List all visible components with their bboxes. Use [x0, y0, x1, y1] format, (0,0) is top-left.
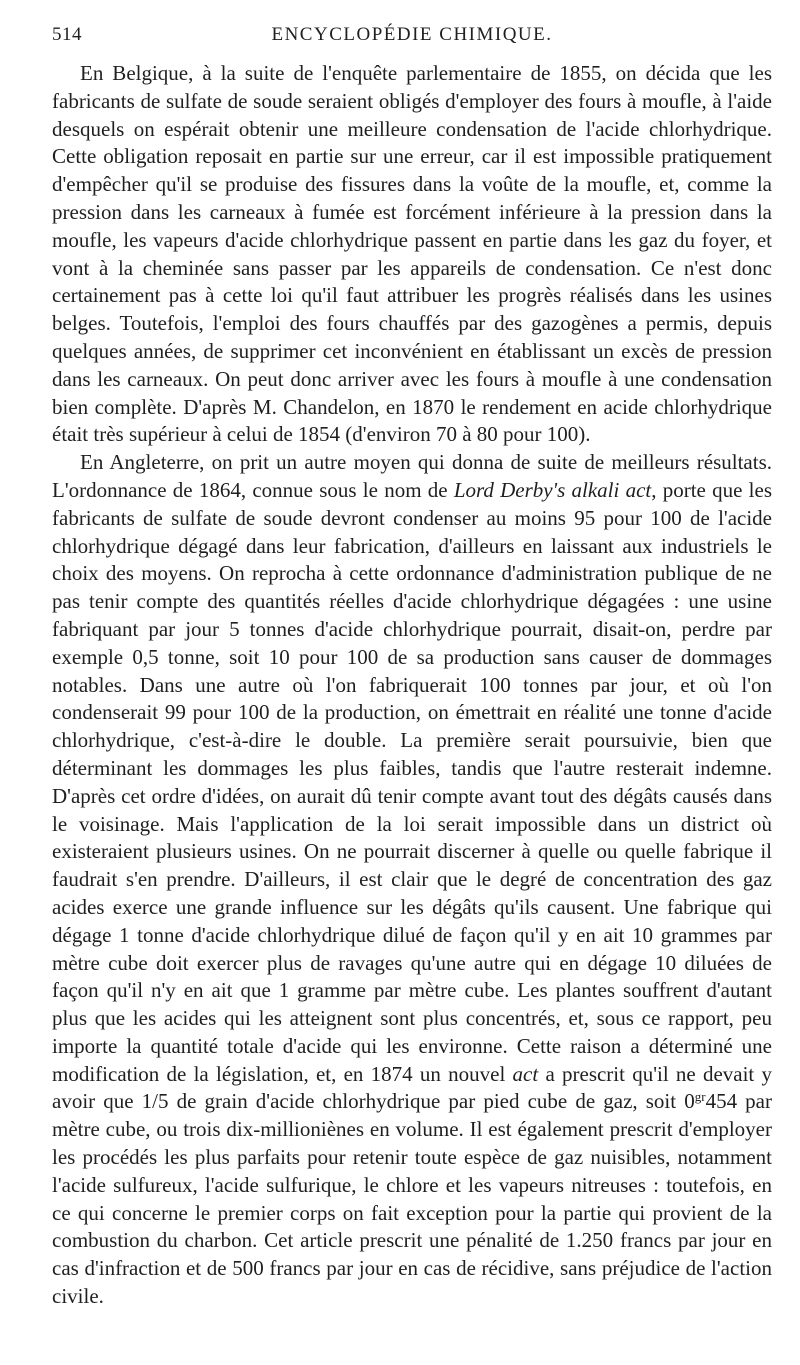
paragraph-text: a prescrit qu'il ne devait y avoir que 1/5 de grain d'acide chlorhydrique par pied cube de gaz, soit 0: [52, 1061, 773, 1114]
paragraph-angleterre: [52, 449, 772, 1311]
running-title: ENCYCLOPÉDIE CHIMIQUE.: [271, 24, 553, 45]
unit-superscript: gr: [694, 1089, 706, 1105]
paragraph-text: En Angleterre, on prit un autre moyen qui donna de suite de meilleurs résultats. L'ordonnance de 1864, connue sous le nom de: [52, 450, 772, 502]
paragraph-text: 454 par mètre cube, ou trois dix-millioniènes en volume. Il est également prescrit d'employer les procédés les plus parfaits pour retenir toute espèce de gaz nuisibles, notamment l'acide sulfureux, l'acide sulfurique, le chlore et les vapeurs nitreuses : toutefois, en ce qui concerne le premier corps on fait exception pour la partie qui provient de la combustion du charbon. Cet article prescrit une pénalité de 1.250 francs par jour en cas d'infraction et de 500 francs par jour en cas de récidive, sans préjudice de l'action civile.: [52, 1089, 772, 1309]
page-number: 514: [52, 24, 82, 45]
act-title: Lord Derby's alkali act: [453, 477, 652, 502]
act-word: act: [512, 1061, 539, 1086]
body-text: [52, 60, 772, 1311]
paragraph-text: , porte que les fabricants de sulfate de soude devront condenser au moins 95 pour 100 de l'acide chlorhydrique dégagé dans leur fabrication, d'ailleurs en laissant aux industriels le choix des moyens. On reprocha à cette ordonnance d'administration publique de ne pas tenir compte des quantités réelles d'acide chlorhydrique dégagées : une usine fabriquant par jour 5 tonnes d'acide chlorhydrique pourrait, disait-on, perdre par exemple 0,5 tonne, soit 10 pour 100 de sa production sans causer de dommages notables. Dans une autre où l'on fabriquerait 100 tonnes par jour, et où l'on condenserait 99 pour 100 de la production, on émettrait en réalité une tonne d'acide chlorhydrique, c'est-à-dire le double. La première serait poursuivie, bien que déterminant les dommages les plus faibles, tandis que l'autre resterait indemne. D'après cet ordre d'idées, on aurait dû tenir compte avant tout des dégâts causés dans le voisinage. Mais l'application de la loi serait impossible dans un district où existeraient plusieurs usines. On ne pourrait discerner à quelle ou quelle fabrique il faudrait s'en prendre. D'ailleurs, il est clair que le degré de concentration des gaz acides exerce une grande influence sur les dégâts qu'ils causent. Une fabrique qui dégage 1 tonne d'acide chlorhydrique dilué de façon qu'il y en ait 10 grammes par mètre cube doit exercer plus de ravages qu'une autre qui en dégage 10 diluées de façon qu'il n'y en ait que 1 gramme par mètre cube. Les plantes souffrent d'autant plus que les acides qui les atteignent sont plus concentrés, et, sous ce rapport, peu importe la quantité totale d'acide qui les environne. Cette raison a déterminé une modification de la législation, et, en 1874 un nouvel: [52, 477, 772, 1086]
running-head: [52, 24, 772, 60]
paragraph-belgique: En Belgique, à la suite de l'enquête parlementaire de 1855, on décida que les fabricants de sulfate de soude seraient obligés d'employer des fours à moufle, à l'aide desquels on espérait obtenir une meilleure condensation de l'acide chlorhydrique. Cette obligation reposait en partie sur une erreur, car il est impossible pratiquement d'empêcher qu'il se produise des fissures dans la voûte de la moufle, et, comme la pression dans les carneaux à fumée est forcément inférieure à la pression dans la moufle, les vapeurs d'acide chlorhydrique passent en partie dans les gaz du foyer, et vont à la cheminée sans passer par les appareils de condensation. Ce n'est donc certainement pas à cette loi qu'il faut attribuer les progrès réalisés dans les usines belges. Toutefois, l'emploi des fours chauffés par des gazogènes a permis, depuis quelques années, de supprimer cet inconvénient en établissant un excès de pression dans les carneaux. On peut donc arriver avec les fours à moufle à une condensation bien complète. D'après M. Chandelon, en 1870 le rendement en acide chlorhydrique était très supérieur à celui de 1854 (d'environ 70 à 80 pour 100).: [52, 61, 772, 447]
